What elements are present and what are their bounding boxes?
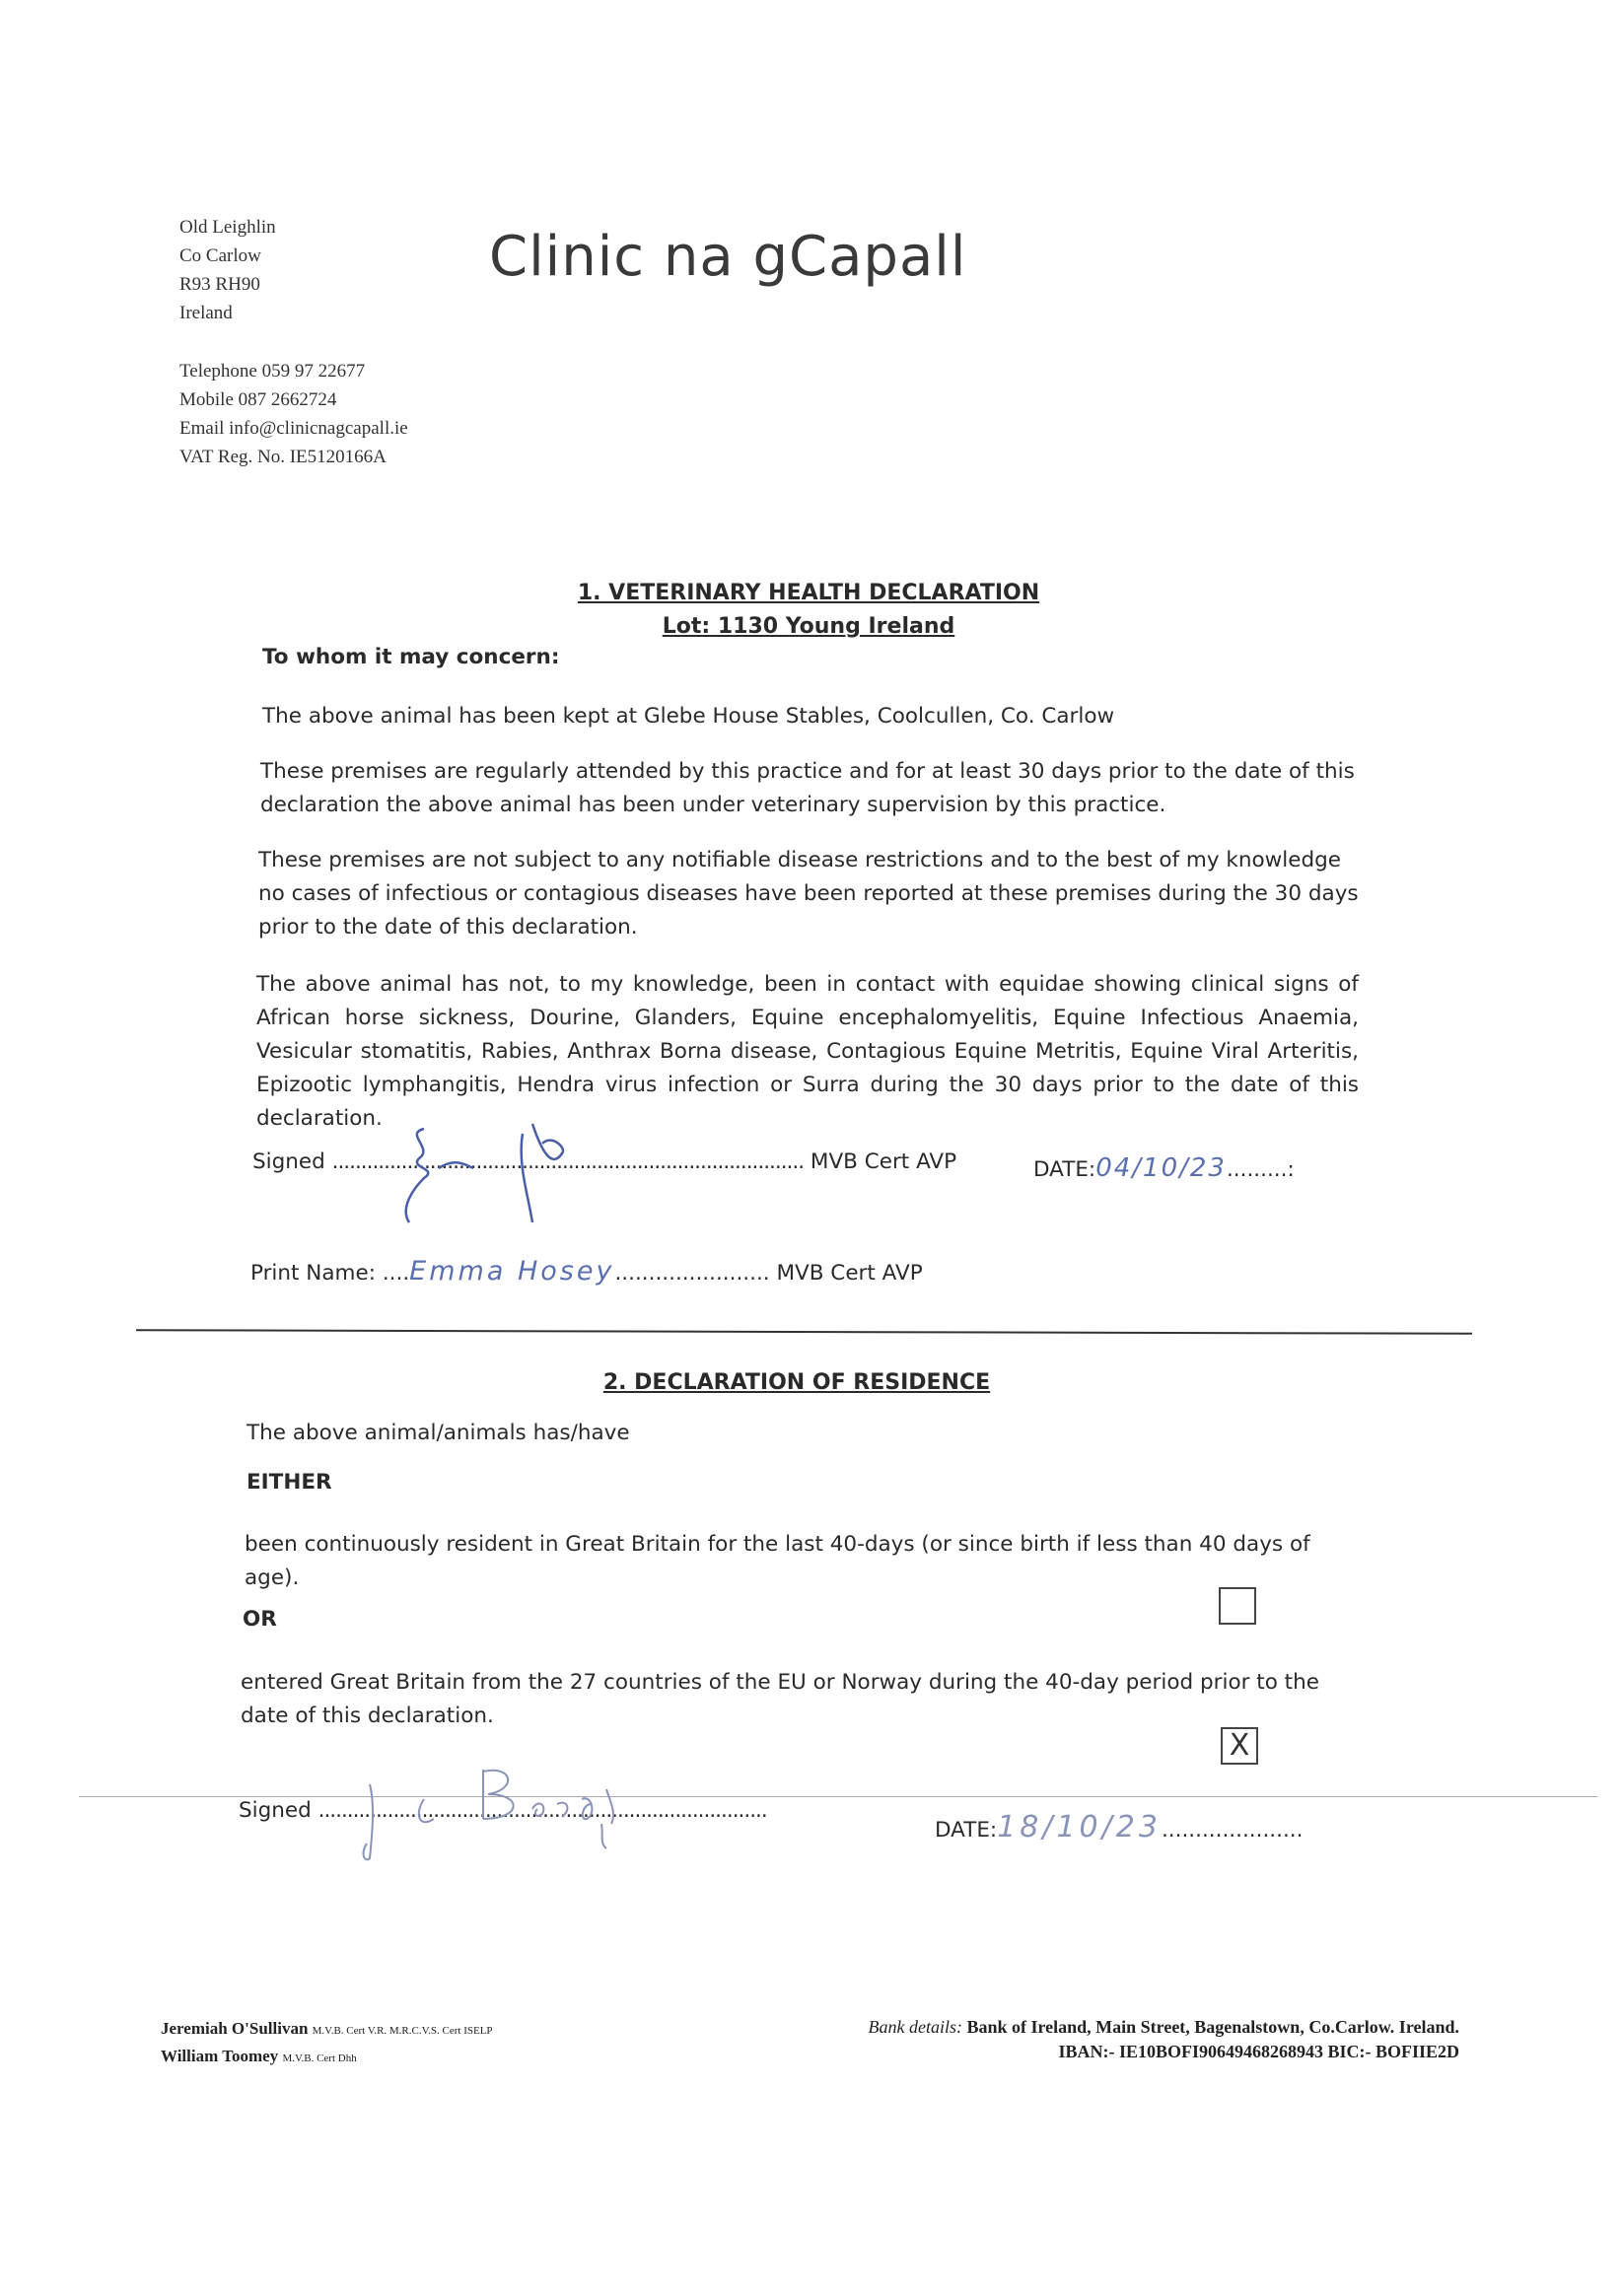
address-line: Ireland [179, 303, 233, 323]
print-name-dots-end: ....................... [614, 1261, 770, 1286]
date-row-2 [935, 1810, 1303, 1844]
or-label: OR [243, 1607, 277, 1632]
bank-line [868, 2015, 1459, 2040]
signed-dots-2: .............................................................................. [317, 1798, 767, 1823]
signed-suffix: MVB Cert AVP [810, 1149, 957, 1174]
partners-block [161, 2016, 493, 2071]
bank-text: Bank of Ireland, Main Street, Bagenalstown, Co.Carlow. Ireland. [966, 2017, 1459, 2037]
partner-1-quals: M.V.B. Cert V.R. M.R.C.V.S. Cert ISELP [312, 2025, 493, 2037]
declarant-signature [345, 1760, 680, 1868]
partner-2 [161, 2044, 493, 2071]
paragraph-kept: The above animal has been kept at Glebe House Stables, Coolcullen, Co. Carlow [262, 704, 1115, 729]
signed-label: Signed [252, 1149, 325, 1174]
vet-signature [394, 1114, 611, 1232]
lot-line: Lot: 1130 Young Ireland [662, 614, 955, 639]
signed-dots: .................................................................................. [331, 1149, 805, 1174]
email: Email info@clinicnagcapall.ie [179, 418, 408, 439]
section-divider [136, 1329, 1472, 1335]
section1-title: 1. VETERINARY HEALTH DECLARATION [577, 581, 1040, 605]
mobile: Mobile 087 2662724 [179, 389, 337, 410]
partner-1 [161, 2016, 493, 2044]
date-dots-2: ..................... [1161, 1818, 1304, 1843]
telephone: Telephone 059 97 22677 [179, 361, 366, 382]
option2-checkbox[interactable] [1221, 1727, 1258, 1765]
date-label-2: DATE: [935, 1818, 998, 1843]
paragraph-contact: The above animal has not, to my knowledge, been in contact with equidae showing clinical signs of African horse sickness, Dourine, Glanders, Equine encephalomyelitis, Equine Infectious Anaemia, Vesicular stomatitis, Rabies, Anthrax Borna disease, Contagious Equine Metritis, Equine Viral Arteritis, Epizootic lymphangitis, Hendra virus infection or Surra during the 30 days prior to the date of this declaration. [256, 972, 1359, 1131]
bank-details-block [868, 2015, 1459, 2064]
address-line: Co Carlow [179, 245, 261, 266]
print-name-label: Print Name: [250, 1261, 376, 1286]
date-value: 04/10/23 [1095, 1153, 1227, 1183]
address-block [179, 213, 276, 327]
print-name-row [250, 1256, 923, 1287]
signed-label-2: Signed [239, 1798, 312, 1823]
scan-line [79, 1796, 1597, 1797]
salutation: To whom it may concern: [262, 645, 560, 669]
partner-2-quals: M.V.B. Cert Dhh [282, 2052, 357, 2064]
partner-1-name: Jeremiah O'Sullivan [161, 2019, 309, 2038]
paragraph-attended: These premises are regularly attended by this practice and for at least 30 days prior to the date of this declaration the above animal has been under veterinary supervision by this practice. [260, 759, 1355, 817]
contact-block [179, 357, 408, 471]
print-name-suffix: MVB Cert AVP [776, 1261, 923, 1286]
option1-checkbox[interactable] [1219, 1587, 1256, 1625]
paragraph-premises: These premises are not subject to any notifiable disease restrictions and to the best of my knowledge no cases of infectious or contagious diseases have been reported at these premises during the 30 days prior to the date of this declaration. [258, 848, 1359, 939]
bank-label: Bank details: [868, 2017, 962, 2037]
option2-text: entered Great Britain from the 27 countries of the EU or Norway during the 40-day period prior to the date of this declaration. [241, 1670, 1319, 1728]
address-line: Old Leighlin [179, 217, 276, 238]
date-row-1 [1033, 1153, 1295, 1183]
section2-title: 2. DECLARATION OF RESIDENCE [602, 1370, 991, 1395]
clinic-logo: Clinic na gCapall [489, 225, 967, 289]
section2-intro: The above animal/animals has/have [247, 1421, 630, 1445]
address-line: R93 RH90 [179, 274, 260, 295]
date-dots: .........: [1226, 1157, 1295, 1182]
option1-text: been continuously resident in Great Britain for the last 40-days (or since birth if less than 40 days of age). [245, 1532, 1310, 1590]
vat-number: VAT Reg. No. IE5120166A [179, 447, 387, 467]
partner-2-name: William Toomey [161, 2047, 279, 2065]
print-name-dots: .... [382, 1261, 410, 1286]
date-value-2: 18/10/23 [997, 1810, 1162, 1844]
iban-line: IBAN:- IE10BOFI90649468268943 BIC:- BOFIIE2D [1058, 2042, 1459, 2061]
date-label: DATE: [1033, 1157, 1096, 1182]
either-label: EITHER [247, 1470, 332, 1495]
print-name-value: Emma Hosey [409, 1256, 615, 1287]
